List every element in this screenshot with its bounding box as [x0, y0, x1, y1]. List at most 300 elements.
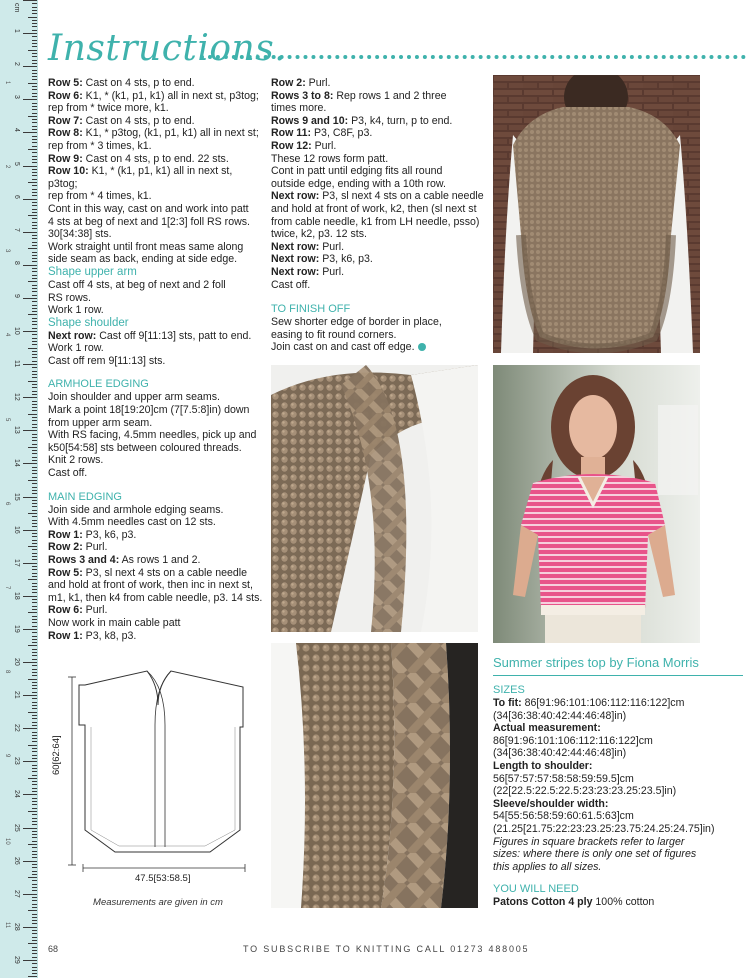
ruler-tick	[28, 579, 37, 580]
ruler-tick	[28, 348, 37, 349]
ruler-tick	[32, 516, 37, 517]
ruler-tick	[32, 13, 37, 14]
width-dimension-label: 47.5[53:58.5]	[135, 873, 191, 884]
ruler-tick	[32, 139, 37, 140]
ruler-tick	[32, 209, 37, 210]
ruler-cm-label: 29	[13, 955, 20, 964]
ruler-tick	[23, 430, 37, 431]
ruler-cm-label: 5	[13, 161, 20, 166]
ruler-inch-label: 11	[4, 922, 10, 929]
ruler-tick	[32, 526, 37, 527]
subtitle-underline	[493, 675, 743, 676]
ruler-tick	[32, 798, 37, 799]
ruler-tick	[32, 291, 37, 292]
ruler-tick	[32, 837, 37, 838]
ruler-cm-label: 26	[13, 856, 20, 865]
ruler-tick	[23, 265, 37, 266]
ruler-tick	[32, 566, 37, 567]
ruler-tick	[32, 672, 37, 673]
ruler-tick	[23, 0, 37, 1]
ruler-tick	[32, 801, 37, 802]
ruler-tick	[32, 357, 37, 358]
ruler-tick	[32, 834, 37, 835]
ruler-cm-label: 11	[13, 360, 20, 368]
ruler-tick	[23, 861, 37, 862]
photo-summer-stripes-top	[493, 365, 700, 643]
ruler-tick	[32, 202, 37, 203]
ruler-tick	[28, 778, 37, 779]
ruler-tick	[32, 295, 37, 296]
ruler-tick	[32, 437, 37, 438]
ruler-tick	[32, 606, 37, 607]
ruler-tick	[32, 675, 37, 676]
ruler-tick	[32, 735, 37, 736]
ruler-tick	[32, 851, 37, 852]
ruler-tick	[28, 877, 37, 878]
ruler-tick	[32, 576, 37, 577]
page-title: Instructions.	[48, 28, 287, 69]
ruler-tick	[32, 718, 37, 719]
ruler-tick	[32, 536, 37, 537]
ruler-tick	[28, 645, 37, 646]
ruler-tick	[32, 278, 37, 279]
ruler-tick	[23, 728, 37, 729]
ruler-tick	[23, 960, 37, 961]
ruler-tick	[23, 794, 37, 795]
ruler-tick	[32, 808, 37, 809]
ruler-tick	[32, 487, 37, 488]
ruler-tick	[32, 818, 37, 819]
ruler-tick	[32, 583, 37, 584]
ruler-tick	[32, 665, 37, 666]
ruler-tick	[23, 132, 37, 133]
ruler-tick	[32, 374, 37, 375]
ruler-tick	[32, 305, 37, 306]
instructions-column-2: Row 2: Purl. Rows 3 to 8: Rep rows 1 and 2 three times more. Rows 9 and 10: P3, k4, turn, p to end. Row 11: P3, C8F, p3. Row 12: Purl. These 12 rows form patt. Cont in patt until edging fits all round outside edge, ending with a 10th row. Next row: P3, sl next 4 sts on a cable needle and hold at front of work, k2, then (sl next st from cable needle, k1 from LH needle, psso) twice, k2, p3. 12 sts. Next row: Purl. Next row: P3, k6, p3. Next row: Purl. Cast off. TO FINISH OFF Sew shorter edge of border in place, easing to fit round corners. Join cast on and cast off edge.	[271, 77, 486, 354]
ruler-tick	[32, 420, 37, 421]
ruler-tick	[23, 761, 37, 762]
ruler-tick	[32, 258, 37, 259]
ruler-tick	[32, 245, 37, 246]
ruler-tick	[32, 43, 37, 44]
ruler-tick	[32, 755, 37, 756]
ruler-cm-label: 16	[13, 525, 20, 534]
ruler-tick	[23, 364, 37, 365]
ruler-tick	[32, 609, 37, 610]
ruler-tick	[32, 268, 37, 269]
ruler-tick	[32, 169, 37, 170]
ruler-tick	[32, 40, 37, 41]
ruler-tick	[32, 722, 37, 723]
ruler-tick	[32, 328, 37, 329]
ruler-tick	[32, 450, 37, 451]
ruler-tick	[32, 688, 37, 689]
ruler-tick	[32, 103, 37, 104]
ruler-tick	[23, 199, 37, 200]
ruler-tick	[32, 152, 37, 153]
ruler-tick	[32, 73, 37, 74]
ruler-tick	[32, 126, 37, 127]
ruler-tick	[32, 937, 37, 938]
ruler-tick	[32, 857, 37, 858]
ruler-tick	[32, 410, 37, 411]
ruler-tick	[23, 298, 37, 299]
ruler-tick	[32, 384, 37, 385]
ruler-tick	[28, 248, 37, 249]
ruler-tick	[23, 463, 37, 464]
schematic-diagram	[51, 665, 265, 895]
ruler-tick	[32, 79, 37, 80]
ruler-tick	[32, 586, 37, 587]
ruler-tick	[32, 3, 37, 4]
ruler-tick	[23, 596, 37, 597]
ruler-tick	[32, 225, 37, 226]
ruler-tick	[28, 281, 37, 282]
ruler-tick	[32, 553, 37, 554]
ruler-tick	[32, 510, 37, 511]
ruler-tick	[32, 914, 37, 915]
ruler-cm-label: 18	[13, 591, 20, 600]
ruler-tick	[28, 712, 37, 713]
ruler-tick	[32, 288, 37, 289]
ruler-tick	[32, 732, 37, 733]
ruler-tick	[32, 887, 37, 888]
ruler-tick	[32, 569, 37, 570]
ruler-cm-label: 27	[13, 889, 20, 898]
ruler-tick	[32, 549, 37, 550]
ruler-tick	[32, 920, 37, 921]
ruler-cm-label: 19	[13, 624, 20, 633]
ruler-tick	[32, 682, 37, 683]
ruler-tick	[32, 89, 37, 90]
ruler-tick	[32, 324, 37, 325]
ruler-tick	[32, 338, 37, 339]
ruler-tick	[32, 874, 37, 875]
ruler-tick	[32, 933, 37, 934]
ruler-tick	[32, 255, 37, 256]
ruler-tick	[28, 612, 37, 613]
ruler-tick	[23, 232, 37, 233]
ruler	[0, 0, 38, 978]
ruler-tick	[32, 96, 37, 97]
ruler-tick	[32, 371, 37, 372]
ruler-tick	[28, 745, 37, 746]
ruler-tick	[32, 30, 37, 31]
ruler-tick	[32, 523, 37, 524]
ruler-tick	[32, 758, 37, 759]
ruler-tick	[32, 10, 37, 11]
ruler-tick	[28, 447, 37, 448]
ruler-tick	[28, 314, 37, 315]
ruler-tick	[32, 275, 37, 276]
ruler-tick	[23, 530, 37, 531]
ruler-tick	[32, 460, 37, 461]
ruler-tick	[28, 513, 37, 514]
ruler-tick	[32, 841, 37, 842]
ruler-cm-label: 2	[13, 62, 20, 67]
ruler-cm-label: 22	[13, 724, 20, 732]
ruler-tick	[32, 715, 37, 716]
ruler-inch-label: 6	[4, 501, 10, 505]
ruler-tick	[28, 414, 37, 415]
ruler-tick	[32, 490, 37, 491]
ruler-tick	[32, 599, 37, 600]
ruler-tick	[32, 947, 37, 948]
ruler-tick	[32, 854, 37, 855]
ruler-tick	[28, 116, 37, 117]
ruler-tick	[32, 235, 37, 236]
ruler-tick	[32, 311, 37, 312]
ruler-tick	[32, 967, 37, 968]
ruler-tick	[28, 811, 37, 812]
ruler-tick	[32, 457, 37, 458]
ruler-cm-label: 1	[13, 29, 20, 33]
ruler-tick	[28, 546, 37, 547]
ruler-tick	[32, 543, 37, 544]
ruler-tick	[32, 698, 37, 699]
ruler-tick	[32, 20, 37, 21]
ruler-tick	[32, 831, 37, 832]
ruler-tick	[32, 93, 37, 94]
ruler-tick	[28, 83, 37, 84]
ruler-tick	[32, 36, 37, 37]
ruler-tick	[28, 17, 37, 18]
ruler-tick	[32, 940, 37, 941]
ruler-tick	[32, 725, 37, 726]
ruler-tick	[32, 453, 37, 454]
ruler-tick	[32, 692, 37, 693]
ruler-tick	[23, 66, 37, 67]
ruler-tick	[32, 702, 37, 703]
summer-stripes-subtitle: Summer stripes top by Fiona Morris	[493, 655, 699, 670]
instructions-column-1: Row 5: Cast on 4 sts, p to end. Row 6: K1, * (k1, p1, k1) all in next st, p3tog; rep from * twice more, k1. Row 7: Cast on 4 sts, p to end. Row 8: K1, * p3tog, (k1, p1, k1) all in next st; rep from * 3 times, k1. Row 9: Cast on 4 sts, p to end. 22 sts. Row 10: K1, * (k1, p1, k1) all in next st, p3tog; rep from * 4 times, k1. Cont in this way, cast on and work into patt 4 sts at beg of next and 1[2:3] foll RS rows. 30[34:38] sts. Work straight until front meas same along side seam as back, ending at side edge. Shape upper arm Cast off 4 sts, at beg of next and 2 foll RS rows. Work 1 row. Shape shoulder Next row: Cast off 9[11:13] sts, patt to end. Work 1 row. Cast off rem 9[11:13] sts. ARMHOLE EDGING Join shoulder and upper arm seams. Mark a point 18[19:20]cm (7[7.5:8]in) down from upper arm seam. With RS facing, 4.5mm needles, pick up and k50[54:58] sts between coloured threads. Knit 2 rows. Cast off. MAIN EDGING Join side and armhole edging seams. With 4.5mm needles cast on 12 sts. Row 1: P3, k6, p3. Row 2: Purl. Rows 3 and 4: As rows 1 and 2. Row 5: P3, sl next 4 sts on a cable needle and hold at front of work, then inc in next st, m1, k1, then k4 from cable needle, p3. 14 sts. Row 6: Purl. Now work in main cable patt Row 1: P3, k8, p3.	[48, 77, 263, 642]
ruler-cm-label: 28	[13, 922, 20, 931]
ruler-tick	[32, 708, 37, 709]
diagram-caption: Measurements are given in cm	[93, 897, 223, 908]
ruler-tick	[32, 573, 37, 574]
ruler-tick	[32, 890, 37, 891]
ruler-tick	[23, 629, 37, 630]
ruler-tick	[32, 950, 37, 951]
ruler-tick	[32, 189, 37, 190]
ruler-tick	[32, 520, 37, 521]
ruler-tick	[32, 659, 37, 660]
ruler-tick	[32, 821, 37, 822]
ruler-tick	[32, 477, 37, 478]
ruler-tick	[32, 175, 37, 176]
ruler-tick	[28, 976, 37, 977]
ruler-tick	[23, 331, 37, 332]
photo-knit-detail-2	[271, 643, 478, 908]
ruler-tick	[32, 109, 37, 110]
ruler-tick	[28, 480, 37, 481]
ruler-inch-label: 1	[4, 81, 10, 85]
ruler-tick	[32, 957, 37, 958]
ruler-tick	[32, 642, 37, 643]
ruler-tick	[32, 146, 37, 147]
ruler-tick	[32, 871, 37, 872]
ruler-tick	[32, 738, 37, 739]
ruler-tick	[32, 119, 37, 120]
ruler-tick	[32, 222, 37, 223]
ruler-tick	[23, 497, 37, 498]
ruler-tick	[23, 166, 37, 167]
ruler-cm-label: 4	[13, 128, 20, 133]
ruler-tick	[32, 493, 37, 494]
ruler-tick	[32, 321, 37, 322]
ruler-cm-label: 7	[13, 227, 20, 232]
ruler-tick	[32, 864, 37, 865]
ruler-inch-label: 9	[4, 753, 10, 758]
heading-sizes: SIZES	[493, 684, 525, 696]
ruler-tick	[32, 814, 37, 815]
ruler-tick	[32, 741, 37, 742]
ruler-tick	[32, 619, 37, 620]
ruler-tick	[32, 427, 37, 428]
ruler-tick	[32, 592, 37, 593]
ruler-tick	[32, 904, 37, 905]
ruler-inch-label: 10	[4, 838, 10, 845]
ruler-tick	[32, 636, 37, 637]
ruler-tick	[32, 46, 37, 47]
ruler-tick	[32, 238, 37, 239]
ruler-tick	[32, 113, 37, 114]
ruler-tick	[32, 506, 37, 507]
ruler-tick	[32, 765, 37, 766]
ruler-tick	[32, 953, 37, 954]
heading-you-will-need: YOU WILL NEED	[493, 883, 579, 896]
ruler-tick	[32, 308, 37, 309]
ruler-tick	[32, 252, 37, 253]
ruler-tick	[32, 897, 37, 898]
ruler-tick	[32, 930, 37, 931]
ruler-tick	[28, 844, 37, 845]
ruler-tick	[32, 434, 37, 435]
ruler-cm-label: 20	[13, 658, 20, 666]
ruler-tick	[32, 768, 37, 769]
photo-knit-detail-1	[271, 365, 478, 632]
ruler-tick	[32, 622, 37, 623]
ruler-tick	[32, 106, 37, 107]
ruler-tick	[28, 679, 37, 680]
ruler-tick	[23, 927, 37, 928]
ruler-tick	[32, 705, 37, 706]
ruler-tick	[32, 301, 37, 302]
ruler-tick	[32, 192, 37, 193]
ruler-tick	[32, 503, 37, 504]
heading-shape-shoulder: Shape shoulder	[48, 316, 129, 329]
ruler-tick	[32, 26, 37, 27]
ruler-tick	[32, 334, 37, 335]
ruler-inch-label: 3	[4, 249, 10, 253]
ruler-tick	[32, 285, 37, 286]
ruler-inch-label: 8	[4, 669, 10, 674]
ruler-tick	[32, 602, 37, 603]
ruler-tick	[32, 467, 37, 468]
ruler-tick	[32, 401, 37, 402]
ruler-tick	[28, 215, 37, 216]
ruler-tick	[32, 963, 37, 964]
ruler-tick	[32, 748, 37, 749]
photo-vest-back	[493, 75, 700, 353]
ruler-tick	[32, 156, 37, 157]
ruler-tick	[32, 616, 37, 617]
title-dotted-rule	[200, 55, 746, 59]
ruler-tick	[32, 652, 37, 653]
ruler-tick	[32, 212, 37, 213]
ruler-inch-label: 5	[4, 417, 10, 421]
ruler-cm-label: 25	[13, 823, 20, 832]
ruler-tick	[23, 662, 37, 663]
ruler-tick	[32, 884, 37, 885]
ruler-cm-label: 21	[13, 691, 20, 699]
ruler-tick	[23, 397, 37, 398]
ruler-tick	[32, 973, 37, 974]
ruler-cm-label: 10	[13, 327, 20, 335]
ruler-tick	[32, 391, 37, 392]
ruler-tick	[32, 361, 37, 362]
ruler-tick	[32, 23, 37, 24]
ruler-tick	[32, 136, 37, 137]
ruler-tick	[28, 149, 37, 150]
ruler-tick	[32, 685, 37, 686]
heading-to-finish-off: TO FINISH OFF	[271, 303, 351, 316]
ruler-tick	[32, 76, 37, 77]
ruler-cm-label: 17	[13, 558, 20, 567]
ruler-tick	[32, 424, 37, 425]
ruler-tick	[32, 142, 37, 143]
ruler-tick	[23, 99, 37, 100]
ruler-tick	[28, 182, 37, 183]
ruler-tick	[32, 228, 37, 229]
ruler-tick	[23, 894, 37, 895]
ruler-tick	[32, 159, 37, 160]
ruler-tick	[32, 917, 37, 918]
ruler-tick	[32, 407, 37, 408]
ruler-tick	[23, 695, 37, 696]
ruler-inch-label: 7	[4, 585, 10, 590]
ruler-tick	[32, 122, 37, 123]
ruler-tick	[32, 669, 37, 670]
ruler-cm-label: 23	[13, 757, 20, 766]
ruler-cm-label: 13	[13, 426, 20, 435]
ruler-cm-label: 14	[13, 459, 20, 468]
ruler-cm-label: 24	[13, 790, 20, 799]
ruler-tick	[32, 880, 37, 881]
ruler-tick	[32, 470, 37, 471]
height-dimension-label: 60[62:64]	[51, 735, 62, 775]
ruler-tick	[32, 632, 37, 633]
ruler-tick	[32, 751, 37, 752]
ruler-tick	[28, 910, 37, 911]
ruler-cm-label: 3	[13, 95, 20, 100]
ruler-tick	[32, 556, 37, 557]
ruler-tick	[32, 341, 37, 342]
ruler-tick	[32, 533, 37, 534]
ruler-tick	[32, 242, 37, 243]
ruler-tick	[32, 218, 37, 219]
ruler-tick	[32, 129, 37, 130]
ruler-cm-label: 8	[13, 260, 20, 265]
ruler-tick	[32, 784, 37, 785]
ruler-tick	[32, 60, 37, 61]
ruler-tick	[32, 639, 37, 640]
ruler-tick	[32, 791, 37, 792]
ruler-tick	[23, 563, 37, 564]
ruler-tick	[32, 367, 37, 368]
ruler-tick	[28, 943, 37, 944]
ruler-cm-label: 15	[13, 492, 20, 501]
